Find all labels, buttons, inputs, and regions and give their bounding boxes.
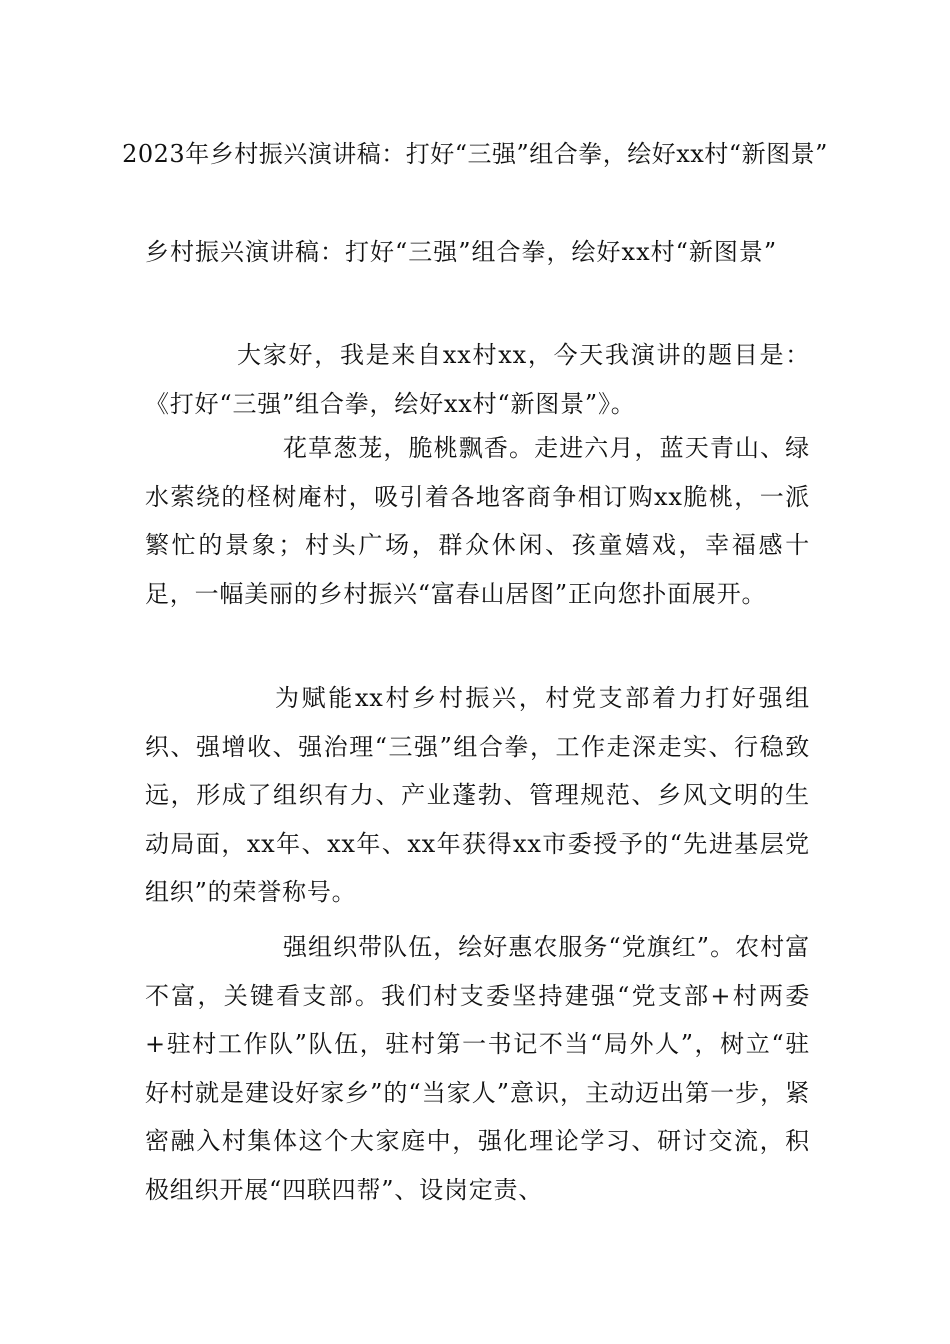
- paragraph-scenery: 花草葱茏，脆桃飘香。走进六月，蓝天青山、绿水萦绕的柽树庵村，吸引着各地客商争相订购xx脆桃，一派繁忙的景象；村头广场，群众休闲、孩童嬉戏，幸福感十足，一幅美丽的乡村振兴“富春山居图”正向您扑面展开。: [145, 434, 810, 608]
- paragraph-three-strengths: 为赋能xx村乡村振兴，村党支部着力打好强组织、强增收、强治理“三强”组合拳，工作走深走实、行稳致远，形成了组织有力、产业蓬勃、管理规范、乡风文明的生动局面，xx年、xx年、xx年获得xx市委授予的“先进基层党组织”的荣誉称号。: [145, 684, 810, 906]
- document-subtitle: 乡村振兴演讲稿：打好“三强”组合拳，绘好xx村“新图景”: [145, 238, 778, 266]
- paragraph-strong-organization: 强组织带队伍，绘好惠农服务“党旗红”。农村富不富，关键看支部。我们村支委坚持建强“党支部+村两委+驻村工作队”队伍，驻村第一书记不当“局外人”，树立“驻好村就是建设好家乡”的“当家人”意识，主动迈出第一步，紧密融入村集体这个大家庭中，强化理论学习、研讨交流，积极组织开展“四联四帮”、设岗定责、: [145, 933, 810, 1204]
- paragraph-greeting: 大家好，我是来自xx村xx，今天我演讲的题目是：《打好“三强”组合拳，绘好xx村“新图景”》。: [145, 341, 810, 418]
- document-title: 2023年乡村振兴演讲稿：打好“三强”组合拳，绘好xx村“新图景”: [122, 140, 828, 168]
